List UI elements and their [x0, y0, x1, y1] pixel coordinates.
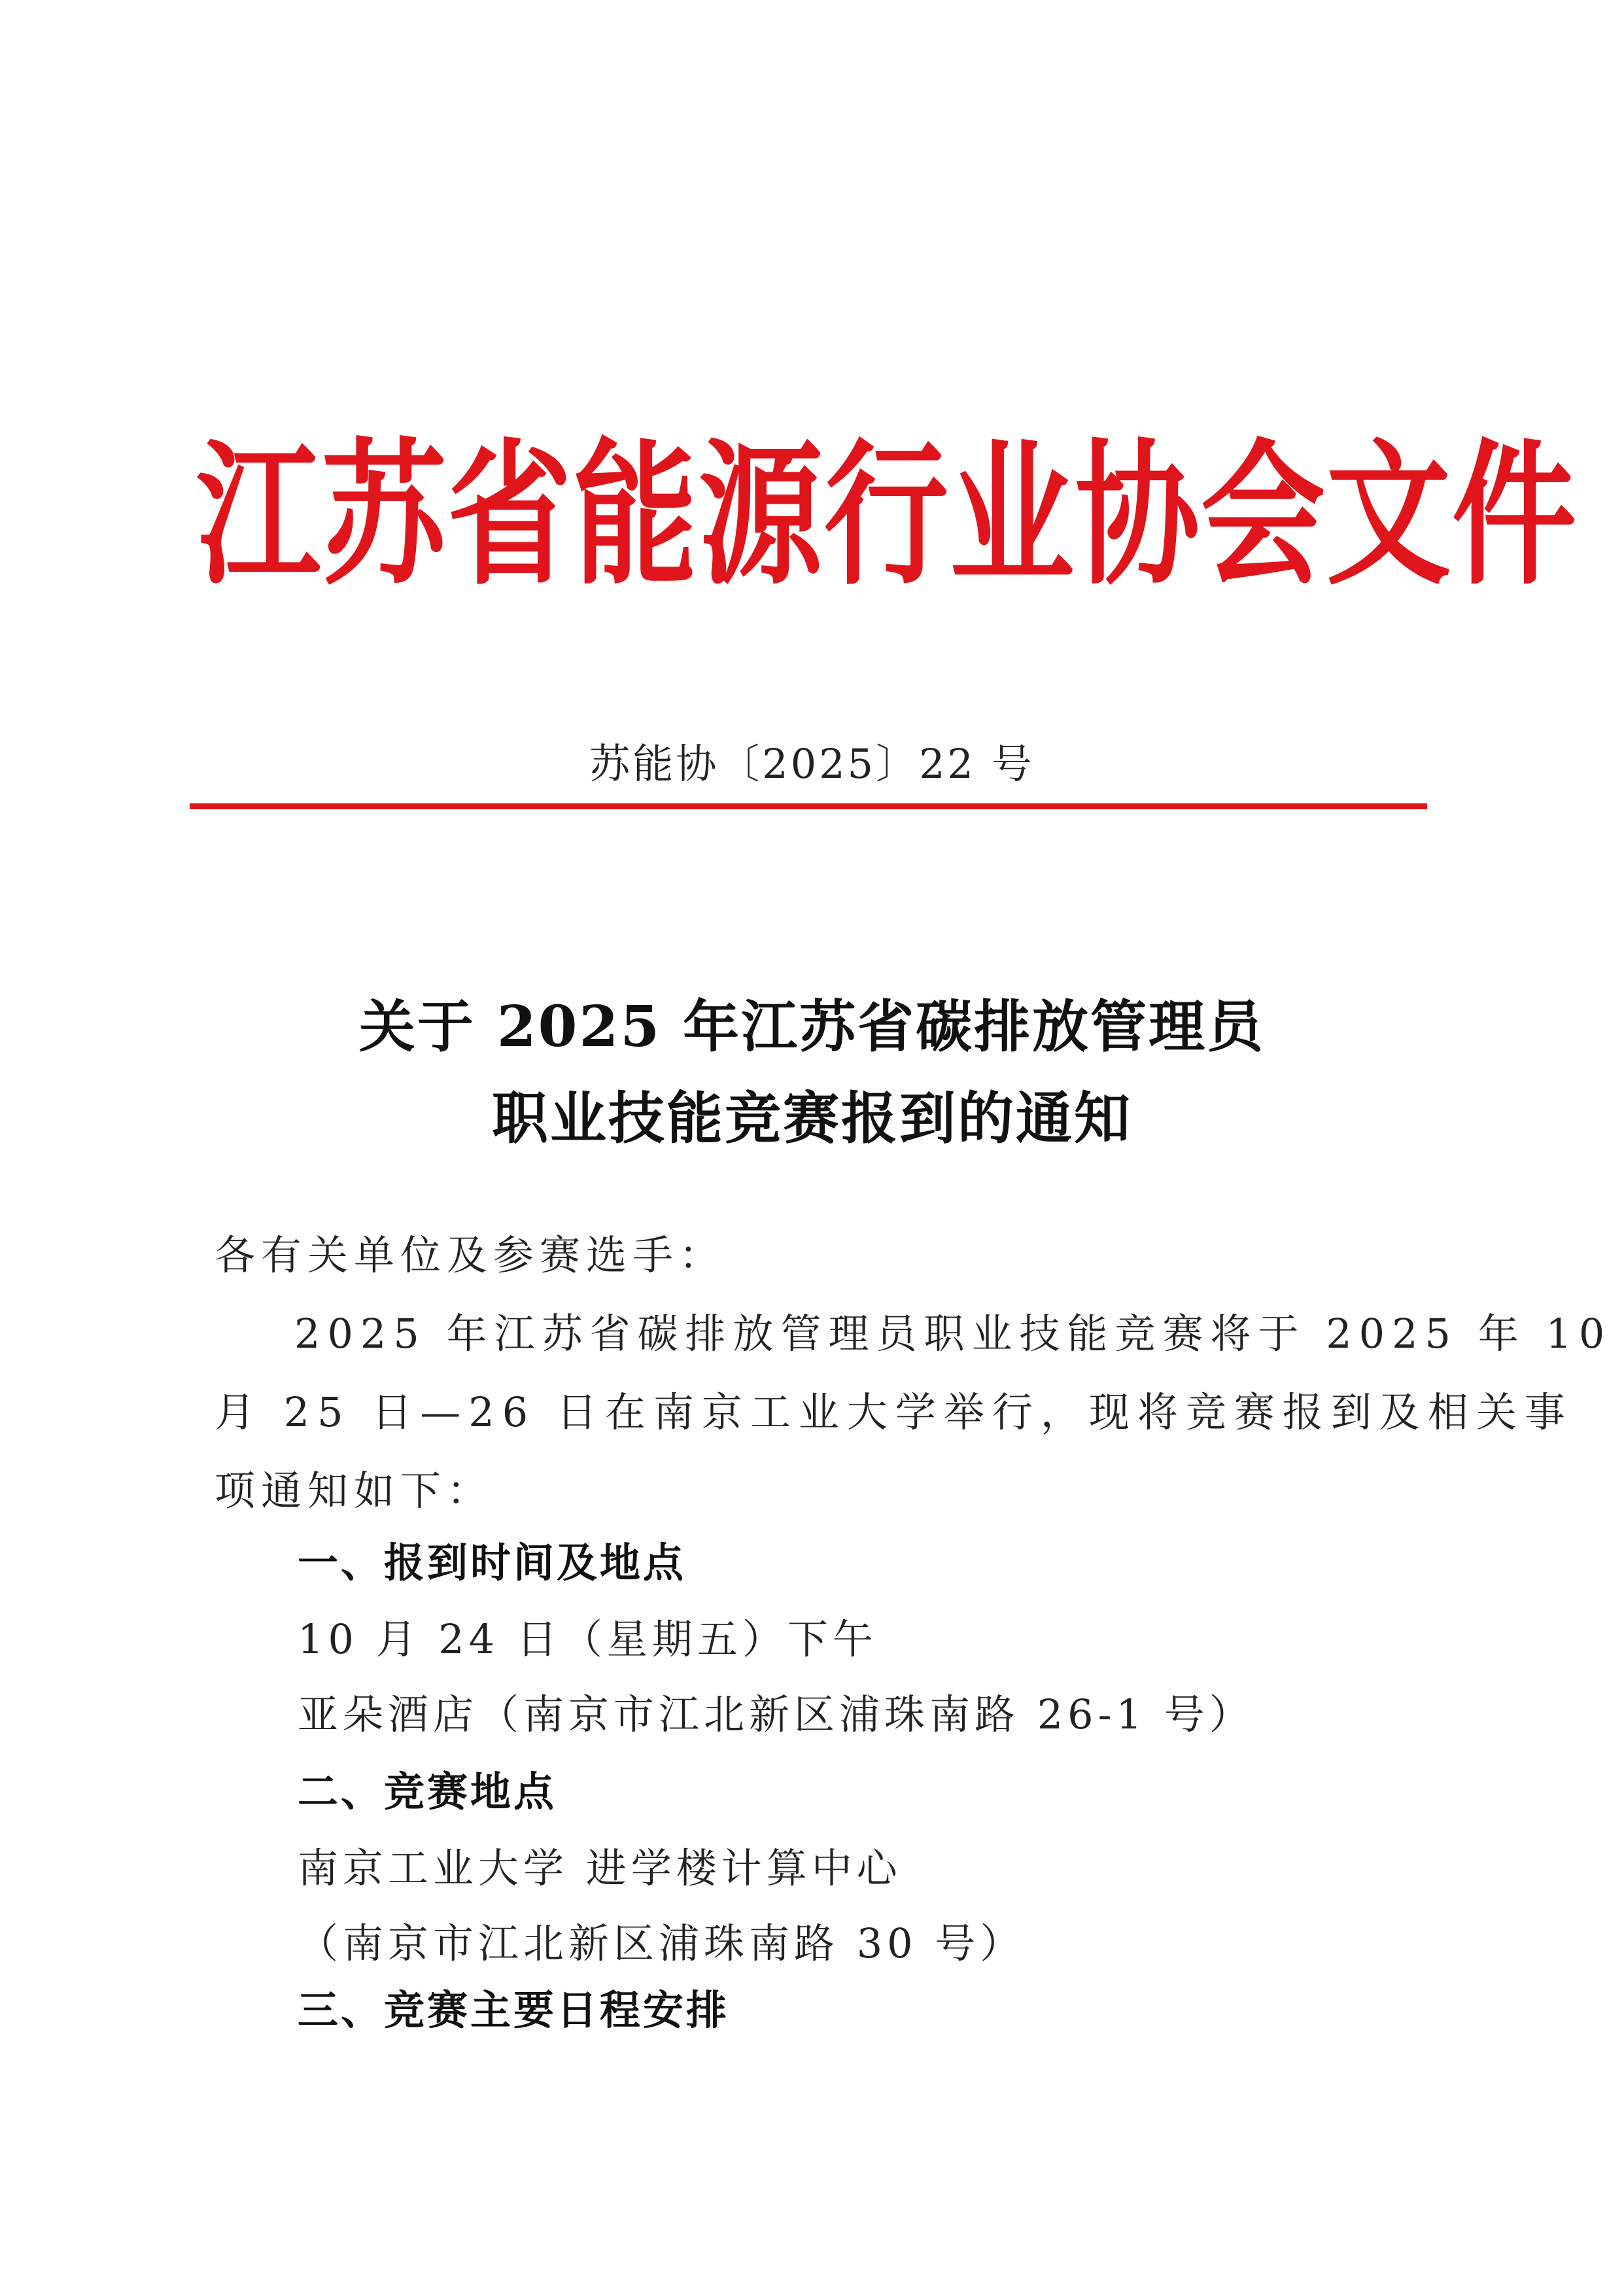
- registration-time: 10 月 24 日（星期五）下午: [298, 1615, 878, 1663]
- red-divider-line: [190, 803, 1427, 809]
- section-heading-registration: 一、报到时间及地点: [298, 1539, 687, 1586]
- registration-place: 亚朵酒店（南京市江北新区浦珠南路 26-1 号）: [298, 1691, 1254, 1738]
- venue-name: 南京工业大学 进学楼计算中心: [298, 1844, 902, 1892]
- section-heading-schedule: 三、竞赛主要日程安排: [298, 1986, 730, 2034]
- notice-title-line-1: 关于 2025 年江苏省碳排放管理员: [358, 994, 1266, 1060]
- document-number: 苏能协〔2025〕22 号: [589, 740, 1035, 788]
- intro-paragraph-line-3: 项通知如下：: [215, 1467, 494, 1515]
- intro-paragraph-line-1: 2025 年江苏省碳排放管理员职业技能竞赛将于 2025 年 10: [294, 1310, 1612, 1358]
- intro-paragraph-line-2: 月 25 日—26 日在南京工业大学举行，现将竞赛报到及相关事: [215, 1388, 1573, 1436]
- salutation: 各有关单位及参赛选手：: [215, 1231, 726, 1279]
- section-heading-venue: 二、竞赛地点: [298, 1768, 557, 1815]
- notice-title-line-2: 职业技能竞赛报到的通知: [492, 1085, 1132, 1151]
- venue-address: （南京市江北新区浦珠南路 30 号）: [298, 1919, 1026, 1967]
- masthead-title: 江苏省能源行业协会文件: [196, 425, 1578, 606]
